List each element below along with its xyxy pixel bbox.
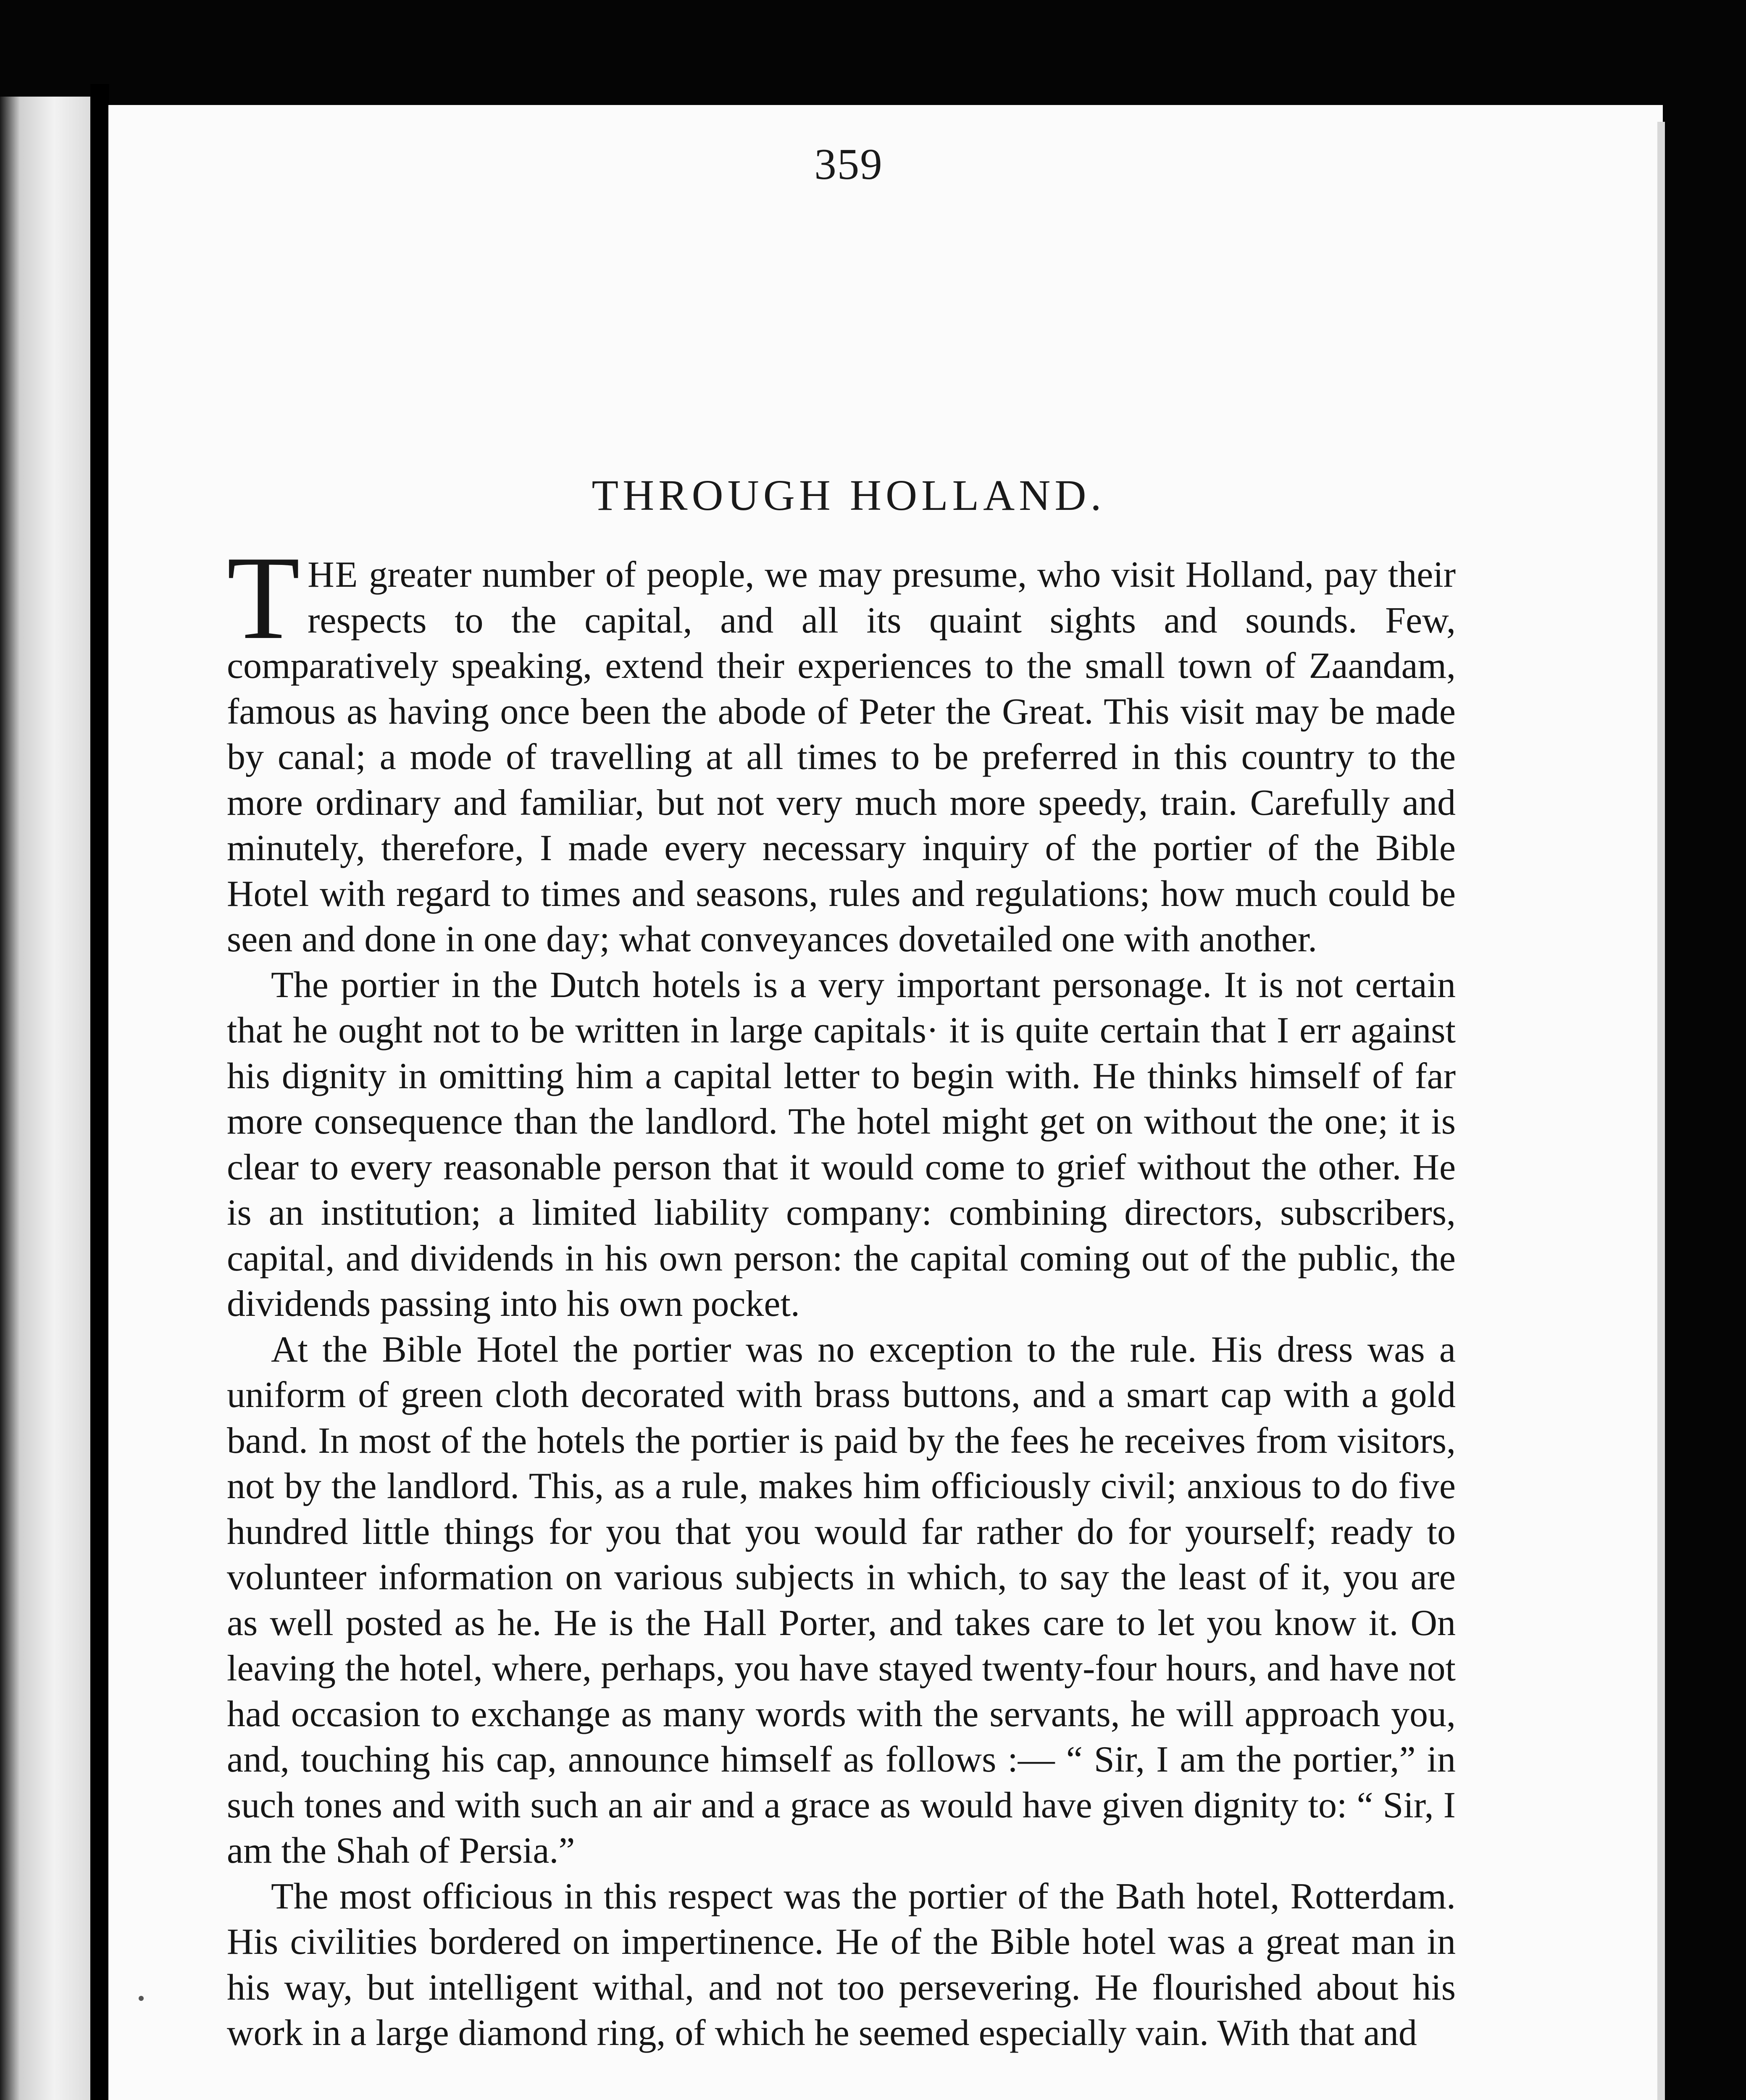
- paragraph-1-line-1: greater number of people, we may presume, who visit: [369, 554, 1175, 595]
- paragraph-1-line-2: Holland, pay their respects to the capital, and all its quaint: [308, 554, 1456, 641]
- paragraph-1: [227, 531, 1456, 963]
- lead-word: HE: [308, 554, 359, 595]
- adjacent-page-edge: [0, 97, 90, 2100]
- printing-speck: [139, 1996, 144, 2001]
- paragraph-2: The portier in the Dutch hotels is a very important personage. It is not certain that he ought not to be written in large capitals· it is quite certain that I err against his dignity in omitting him a capital letter to begin with. He thinks himself of far more consequence than the landlord. The hotel might get on without the one; it is clear to every reasonable person that it would come to grief without the other. He is an institution; a limited liability company: combining directors, subscribers, capital, and dividends in his own person: the capital coming out of the public, the dividends passing into his own pocket.: [227, 964, 1456, 1324]
- page-edge: [1657, 122, 1665, 2100]
- chapter-title: THROUGH HOLLAND.: [592, 471, 1106, 520]
- drop-cap: T: [227, 531, 300, 664]
- book-gutter: [90, 84, 109, 2100]
- article-body: [227, 531, 1456, 2056]
- page-number: 359: [814, 139, 883, 189]
- paragraph-4: The most officious in this respect was the portier of the Bath hotel, Rotterdam. His civilities bordered on impertinence. He of the Bible hotel was a great man in his way, but intelligent withal, and not too persevering. He flourished about his work in a large diamond ring, of which he seemed especially vain. With that and: [227, 1876, 1456, 2053]
- paragraph-1-rest: sights and sounds. Few, comparatively speaking, extend their experiences to the small town of Zaandam, famous as having once been the abode of Peter the Great. This visit may be made by canal; a mode of travelling at all times to be preferred in this country to the more ordinary and familiar, but not very much more speedy, train. Carefully and minutely, therefore, I made every necessary inquiry of the portier of the Bible Hotel with regard to times and seasons, rules and regulations; how much could be seen and done in one day; what conveyances dovetailed one with another.: [227, 600, 1456, 960]
- paragraph-3: At the Bible Hotel the portier was no exception to the rule. His dress was a uniform of green cloth decorated with brass buttons, and a smart cap with a gold band. In most of the hotels the portier is paid by the fees he receives from visitors, not by the landlord. This, as a rule, makes him officiously civil; anxious to do five hundred little things for you that you would far rather do for yourself; ready to volunteer information on various subjects in which, to say the least of it, you are as well posted as he. He is the Hall Porter, and takes care to let you know it. On leaving the hotel, where, perhaps, you have stayed twenty-four hours, and have not had occasion to exchange as many words with the servants, he will approach you, and, touching his cap, announce himself as follows :— “ Sir, I am the portier,” in such tones and with such an air and a grace as would have given dignity to: “ Sir, I am the Shah of Persia.”: [227, 1329, 1456, 1871]
